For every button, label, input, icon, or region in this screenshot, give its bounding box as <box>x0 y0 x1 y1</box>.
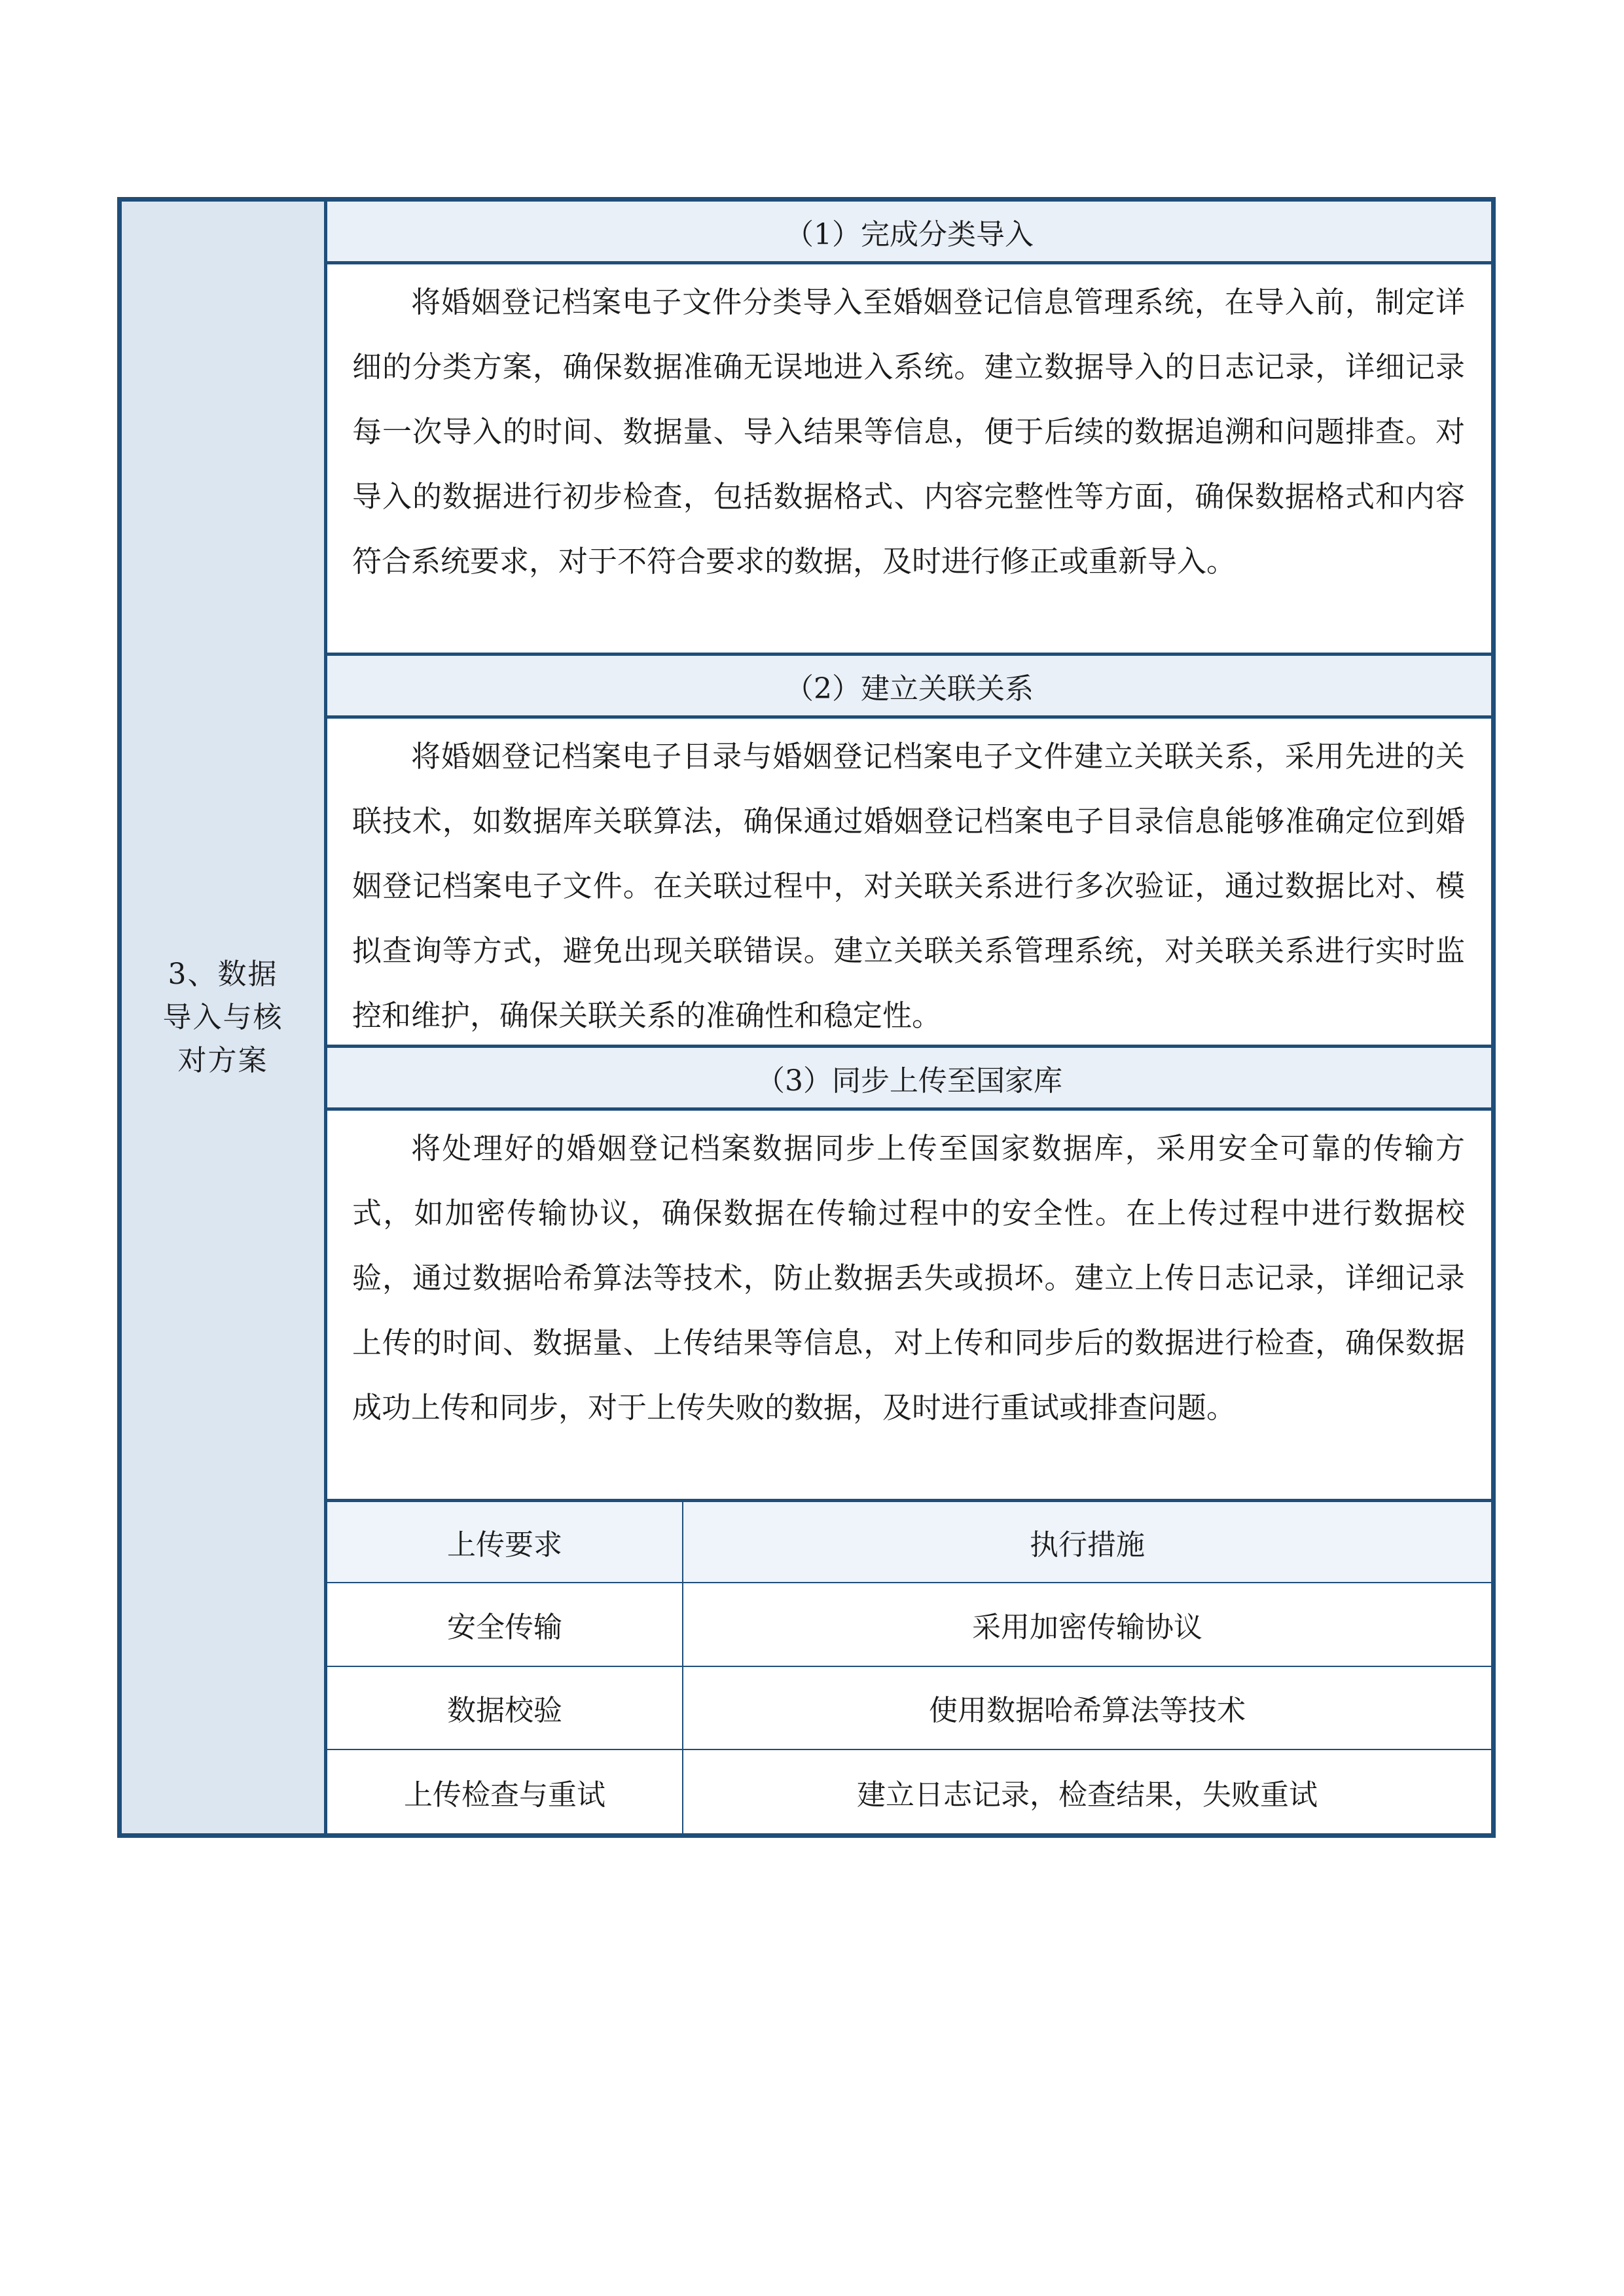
measure-cell: 建立日志记录，检查结果，失败重试 <box>857 1778 1318 1812</box>
requirement-cell: 安全传输 <box>327 1583 683 1666</box>
table-header-row <box>327 1502 1491 1583</box>
upload-requirements-table <box>327 1502 1491 1833</box>
section-2-title: （2）建立关联关系 <box>327 656 1491 719</box>
header-upload-requirement: 上传要求 <box>327 1502 683 1583</box>
section-3-body: 将处理好的婚姻登记档案数据同步上传至国家数据库，采用安全可靠的传输方式，如加密传输协议，确保数据在传输过程中的安全性。在上传过程中进行数据校验，通过数据哈希算法等技术，防止数据丢失或损坏。建立上传日志记录，详细记录上传的时间、数据量、上传结果等信息，对上传和同步后的数据进行检查，确保数据成功上传和同步，对于上传失败的数据，及时进行重试或排查问题。 <box>327 1111 1491 1502</box>
section-2-body: 将婚姻登记档案电子目录与婚姻登记档案电子文件建立关联关系，采用先进的关联技术，如数据库关联算法，确保通过婚姻登记档案电子目录信息能够准确定位到婚姻登记档案电子文件。在关联过程中，对关联关系进行多次验证，通过数据比对、模拟查询等方式，避免出现关联错误。建立关联关系管理系统，对关联关系进行实时监控和维护，确保关联关系的准确性和稳定性。 <box>327 719 1491 1048</box>
row-label-cell <box>122 202 327 1833</box>
measure-cell: 使用数据哈希算法等技术 <box>683 1666 1491 1750</box>
requirement-cell: 数据校验 <box>327 1666 683 1750</box>
section-1-body: 将婚姻登记档案电子文件分类导入至婚姻登记信息管理系统，在导入前，制定详细的分类方案，确保数据准确无误地进入系统。建立数据导入的日志记录，详细记录每一次导入的时间、数据量、导入结果等信息，便于后续的数据追溯和问题排查。对导入的数据进行初步检查，包括数据格式、内容完整性等方面，确保数据格式和内容符合系统要求，对于不符合要求的数据，及时进行修正或重新导入。 <box>327 264 1491 656</box>
table-row <box>327 1583 1491 1666</box>
content-column <box>327 202 1491 1833</box>
measure-cell: 采用加密传输协议 <box>683 1583 1491 1666</box>
row-label: 3、数据导入与核对方案 <box>162 957 283 1077</box>
data-import-plan-table <box>117 197 1496 1838</box>
table-row <box>327 1666 1491 1750</box>
header-execution-measure: 执行措施 <box>683 1502 1491 1583</box>
requirement-cell: 上传检查与重试 <box>327 1749 683 1833</box>
section-3-title: （3）同步上传至国家库 <box>327 1048 1491 1111</box>
section-1-title: （1）完成分类导入 <box>327 202 1491 264</box>
table-row <box>327 1749 1491 1833</box>
